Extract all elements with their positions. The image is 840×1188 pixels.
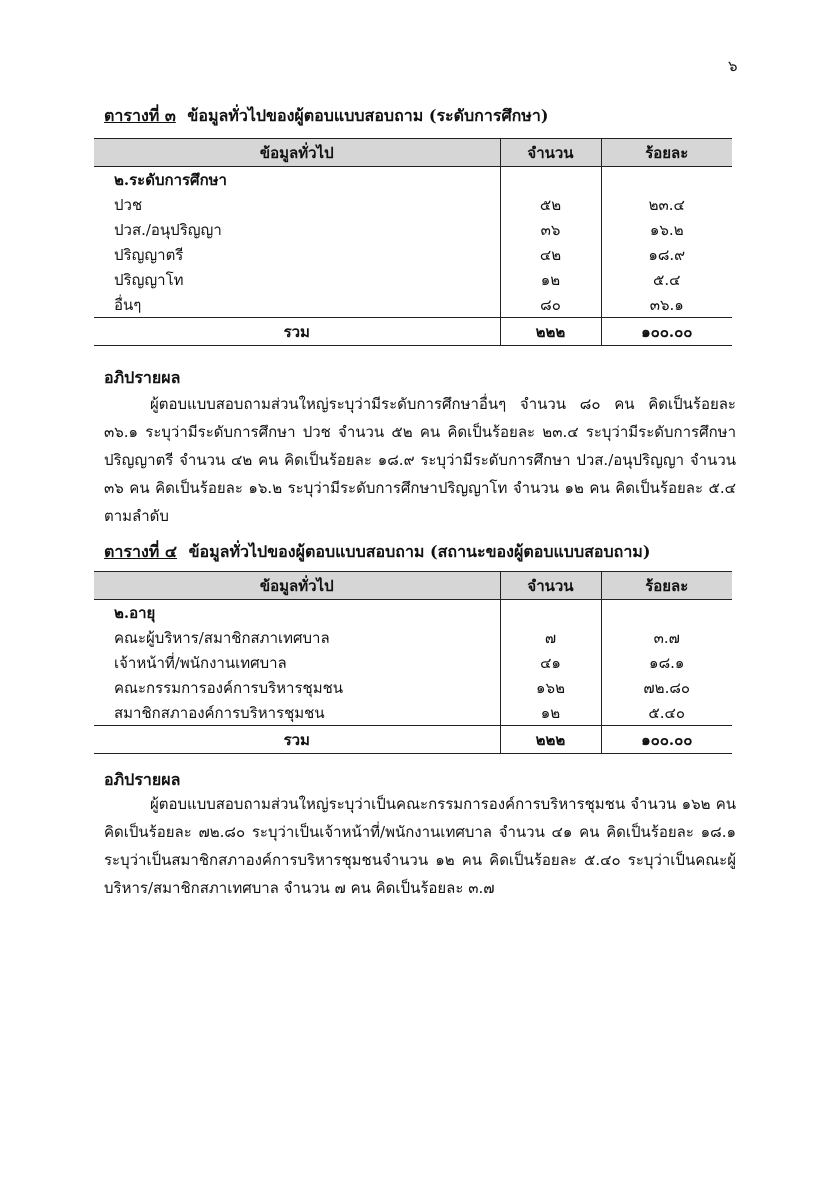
total-label: รวม (94, 726, 500, 754)
row-count: ๑๖๒ (500, 675, 601, 700)
table3-header-percent: ร้อยละ (601, 139, 732, 167)
discussion2-text: ผู้ตอบแบบสอบถามส่วนใหญ่ระบุว่าเป็นคณะกรรมการองค์การบริหารชุมชน จำนวน ๑๖๒ คน คิดเป็นร้อยละ ๗๒.๘๐ ระบุว่าเป็นเจ้าหน้าที่/พนักงานเทศบาล จำนวน ๔๑ คน คิดเป็นร้อยละ ๑๘.๑ ระบุว่าเป็นสมาชิกสภาองค์การบริหารชุมชนจำนวน ๑๒ คน คิดเป็นร้อยละ ๕.๔๐ ระบุว่าเป็นคณะผู้บริหาร/สมาชิกสภาเทศบาล จำนวน ๗ คน คิดเป็นร้อยละ ๓.๗ (104, 795, 736, 897)
discussion1-heading: อภิปรายผล (104, 368, 181, 387)
row-count: ๔๑ (500, 650, 601, 675)
table4 (94, 571, 732, 754)
table4-header-percent: ร้อยละ (601, 572, 732, 600)
table3-total-row (94, 318, 732, 346)
total-count: ๒๒๒ (500, 318, 601, 346)
table4-caption-text: ข้อมูลทั่วไปของผู้ตอบแบบสอบถาม (สถานะของผู้ตอบแบบสอบถาม) (188, 542, 651, 561)
table-row (94, 625, 732, 650)
row-count: ๘๐ (500, 292, 601, 318)
table-row (94, 292, 732, 318)
row-percent: ๑๖.๒ (601, 217, 732, 242)
row-name: ปริญญาโท (114, 270, 184, 289)
table4-header-count: จำนวน (500, 572, 601, 600)
row-name: คณะกรรมการองค์การบริหารชุมชน (114, 678, 344, 697)
table4-header-info: ข้อมูลทั่วไป (94, 572, 500, 600)
table4-group-label: ๒.อายุ (114, 603, 156, 622)
row-percent: ๒๓.๔ (601, 192, 732, 217)
total-percent: ๑๐๐.๐๐ (601, 726, 732, 754)
row-name: เจ้าหน้าที่/พนักงานเทศบาล (114, 653, 287, 672)
discussion2-heading: อภิปรายผล (104, 770, 181, 789)
page-number: ๖ (728, 57, 738, 75)
row-count: ๗ (500, 625, 601, 650)
row-count: ๕๒ (500, 192, 601, 217)
row-name: สมาชิกสภาองค์การบริหารชุมชน (114, 703, 325, 722)
row-count: ๓๖ (500, 217, 601, 242)
total-percent: ๑๐๐.๐๐ (601, 318, 732, 346)
table4-caption-label: ตารางที่ ๔ (104, 542, 177, 561)
row-name: คณะผู้บริหาร/สมาชิกสภาเทศบาล (114, 628, 330, 647)
row-percent: ๕.๔๐ (601, 700, 732, 726)
table-row (94, 217, 732, 242)
row-count: ๑๒ (500, 267, 601, 292)
row-percent: ๗๒.๘๐ (601, 675, 732, 700)
table-row (94, 242, 732, 267)
row-name: ปวส./อนุปริญญา (114, 220, 222, 239)
discussion1-text: ผู้ตอบแบบสอบถามส่วนใหญ่ระบุว่ามีระดับการศึกษาอื่นๆ จำนวน ๘๐ คน คิดเป็นร้อยละ ๓๖.๑ ระบุว่ามีระดับการศึกษา ปวช จำนวน ๕๒ คน คิดเป็นร้อยละ ๒๓.๔ ระบุว่ามีระดับการศึกษาปริญญาตรี จำนวน ๔๒ คน คิดเป็นร้อยละ ๑๘.๙ ระบุว่ามีระดับการศึกษา ปวส./อนุปริญญา จำนวน ๓๖ คน คิดเป็นร้อยละ ๑๖.๒ ระบุว่ามีระดับการศึกษาปริญญาโท จำนวน ๑๒ คน คิดเป็นร้อยละ ๕.๔ ตามลำดับ (104, 395, 736, 525)
row-percent: ๓.๗ (601, 625, 732, 650)
table3-caption-text: ข้อมูลทั่วไปของผู้ตอบแบบสอบถาม (ระดับการศึกษา) (187, 106, 549, 125)
row-count: ๑๒ (500, 700, 601, 726)
row-percent: ๑๘.๙ (601, 242, 732, 267)
table3-caption (104, 104, 548, 129)
table3-header-count: จำนวน (500, 139, 601, 167)
table-row (94, 650, 732, 675)
table3-group-label: ๒.ระดับการศึกษา (114, 170, 227, 189)
table3 (94, 138, 732, 346)
table-row (94, 267, 732, 292)
row-percent: ๑๘.๑ (601, 650, 732, 675)
row-count: ๔๒ (500, 242, 601, 267)
table-row (94, 700, 732, 726)
table4-group-row (94, 600, 732, 626)
total-count: ๒๒๒ (500, 726, 601, 754)
total-label: รวม (94, 318, 500, 346)
row-name: อื่นๆ (114, 295, 142, 314)
table3-group-row (94, 167, 732, 193)
row-percent: ๓๖.๑ (601, 292, 732, 318)
table3-caption-label: ตารางที่ ๓ (104, 106, 176, 125)
table-row (94, 192, 732, 217)
table4-total-row (94, 726, 732, 754)
table4-caption (104, 540, 650, 565)
table-row (94, 675, 732, 700)
row-name: ปริญญาตรี (114, 245, 184, 264)
table3-header-info: ข้อมูลทั่วไป (94, 139, 500, 167)
row-percent: ๕.๔ (601, 267, 732, 292)
row-name: ปวช (114, 195, 143, 214)
